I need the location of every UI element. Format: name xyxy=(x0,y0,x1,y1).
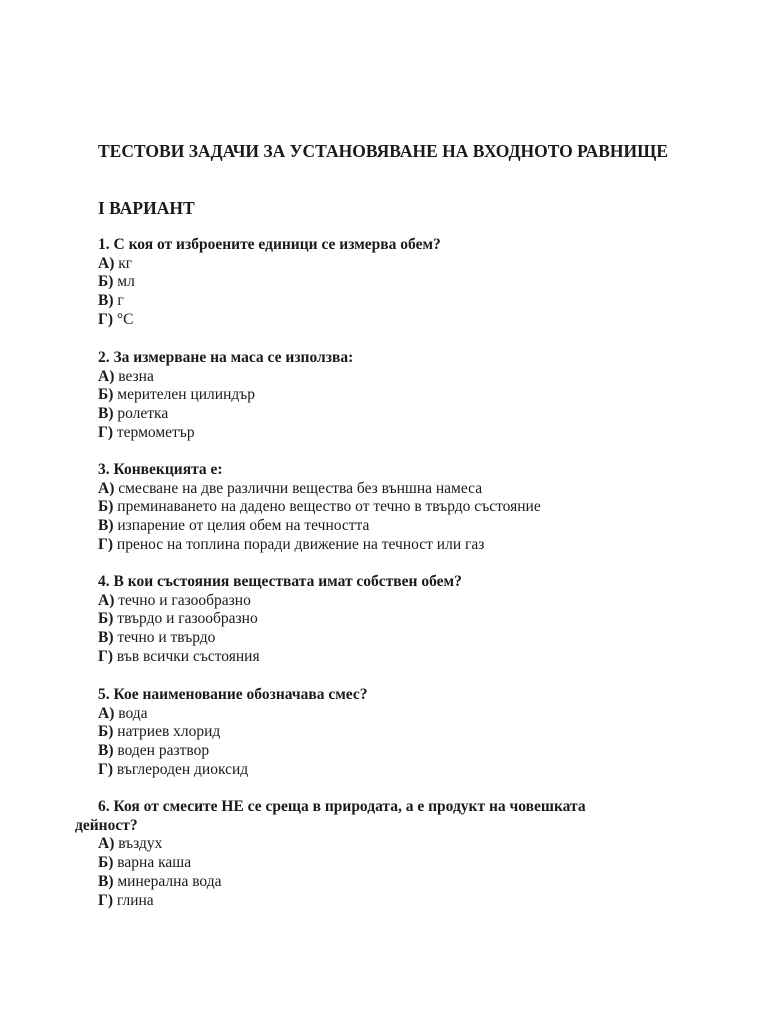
option-text: глина xyxy=(116,891,154,909)
option-text: ролетка xyxy=(117,405,169,423)
question-1 xyxy=(98,236,718,330)
option-letter: Г) xyxy=(98,760,114,778)
option-text: термометър xyxy=(116,423,195,441)
answer-option-a xyxy=(98,705,718,724)
variant-heading: I ВАРИАНТ xyxy=(98,198,195,218)
option-text: мерителен цилиндър xyxy=(117,386,256,404)
answer-option-g xyxy=(98,311,718,330)
question-text: 4. В кои състояния веществата имат собствен обем? xyxy=(98,573,462,590)
option-letter: В) xyxy=(98,872,114,890)
answer-option-g xyxy=(98,648,718,667)
option-letter: Б) xyxy=(98,386,114,404)
option-letter: В) xyxy=(98,405,114,423)
answer-option-b xyxy=(98,498,718,517)
option-letter: Г) xyxy=(98,535,114,553)
option-text: варна каша xyxy=(117,854,192,872)
answer-option-v xyxy=(98,517,718,536)
option-letter: А) xyxy=(98,367,115,385)
answer-option-b xyxy=(98,610,718,629)
answer-option-v xyxy=(98,873,718,892)
question-text: 2. За измерване на маса се използва: xyxy=(98,349,354,366)
option-text: изпарение от целия обем на течността xyxy=(117,517,370,535)
option-text: воден разтвор xyxy=(117,742,210,760)
option-letter: Г) xyxy=(98,423,114,441)
option-text: въглероден диоксид xyxy=(116,760,249,778)
option-letter: В) xyxy=(98,629,114,647)
option-letter: А) xyxy=(98,835,115,853)
answer-option-g xyxy=(98,761,718,780)
document-title: ТЕСТОВИ ЗАДАЧИ ЗА УСТАНОВЯВАНЕ НА ВХОДНОТО РАВНИЩЕ xyxy=(98,141,669,161)
option-letter: В) xyxy=(98,742,114,760)
answer-option-a xyxy=(98,835,718,854)
option-letter: В) xyxy=(98,292,114,310)
option-letter: А) xyxy=(98,704,115,722)
option-letter: В) xyxy=(98,517,114,535)
option-text: минерална вода xyxy=(117,872,222,890)
option-text: °С xyxy=(116,310,134,328)
option-letter: Б) xyxy=(98,273,114,291)
answer-option-g xyxy=(98,424,718,443)
answer-option-b xyxy=(98,273,718,292)
answer-option-b xyxy=(98,854,718,873)
answer-option-v xyxy=(98,405,718,424)
option-letter: Б) xyxy=(98,610,114,628)
answer-option-v xyxy=(98,742,718,761)
question-text: 3. Конвекцията е: xyxy=(98,461,223,478)
question-4 xyxy=(98,573,718,667)
question-6 xyxy=(75,798,718,910)
option-letter: Б) xyxy=(98,498,114,516)
option-text: във всички състояния xyxy=(116,647,260,665)
option-text: мл xyxy=(117,273,135,291)
answer-option-a xyxy=(98,368,718,387)
option-text: г xyxy=(117,292,124,310)
option-text: кг xyxy=(118,254,133,272)
option-letter: Г) xyxy=(98,891,114,909)
option-letter: Б) xyxy=(98,723,114,741)
answer-option-a xyxy=(98,480,718,499)
option-text: вода xyxy=(118,704,148,722)
option-letter: Б) xyxy=(98,854,114,872)
option-text: течно и твърдо xyxy=(117,629,216,647)
answer-option-v xyxy=(98,292,718,311)
option-text: твърдо и газообразно xyxy=(117,610,258,628)
option-text: пренос на топлина поради движение на течност или газ xyxy=(116,535,485,553)
option-text: въздух xyxy=(118,835,163,853)
option-text: течно и газообразно xyxy=(118,591,251,609)
answer-option-v xyxy=(98,629,718,648)
question-3 xyxy=(98,461,718,555)
question-text: 5. Кое наименование обозначава смес? xyxy=(98,686,368,703)
option-text: натриев хлорид xyxy=(117,723,221,741)
question-text-line-2: дейност? xyxy=(75,816,138,834)
question-text: 1. С коя от изброените единици се измерва обем? xyxy=(98,236,441,253)
option-text: смесване на две различни вещества без външна намеса xyxy=(118,479,483,497)
question-text-line-1: 6. Коя от смесите НЕ се среща в природата, а е продукт на човешката xyxy=(98,798,586,815)
option-letter: А) xyxy=(98,479,115,497)
answer-option-g xyxy=(98,892,718,911)
option-text: преминаването на дадено вещество от течно в твърдо състояние xyxy=(117,498,541,516)
option-text: везна xyxy=(118,367,154,385)
option-letter: А) xyxy=(98,254,115,272)
option-letter: Г) xyxy=(98,310,114,328)
option-letter: А) xyxy=(98,591,115,609)
question-2 xyxy=(98,349,718,443)
question-5 xyxy=(98,686,718,780)
answer-option-g xyxy=(98,536,718,555)
question-text xyxy=(75,798,698,835)
answer-option-b xyxy=(98,386,718,405)
answer-option-b xyxy=(98,723,718,742)
answer-option-a xyxy=(98,592,718,611)
option-letter: Г) xyxy=(98,647,114,665)
answer-option-a xyxy=(98,255,718,274)
